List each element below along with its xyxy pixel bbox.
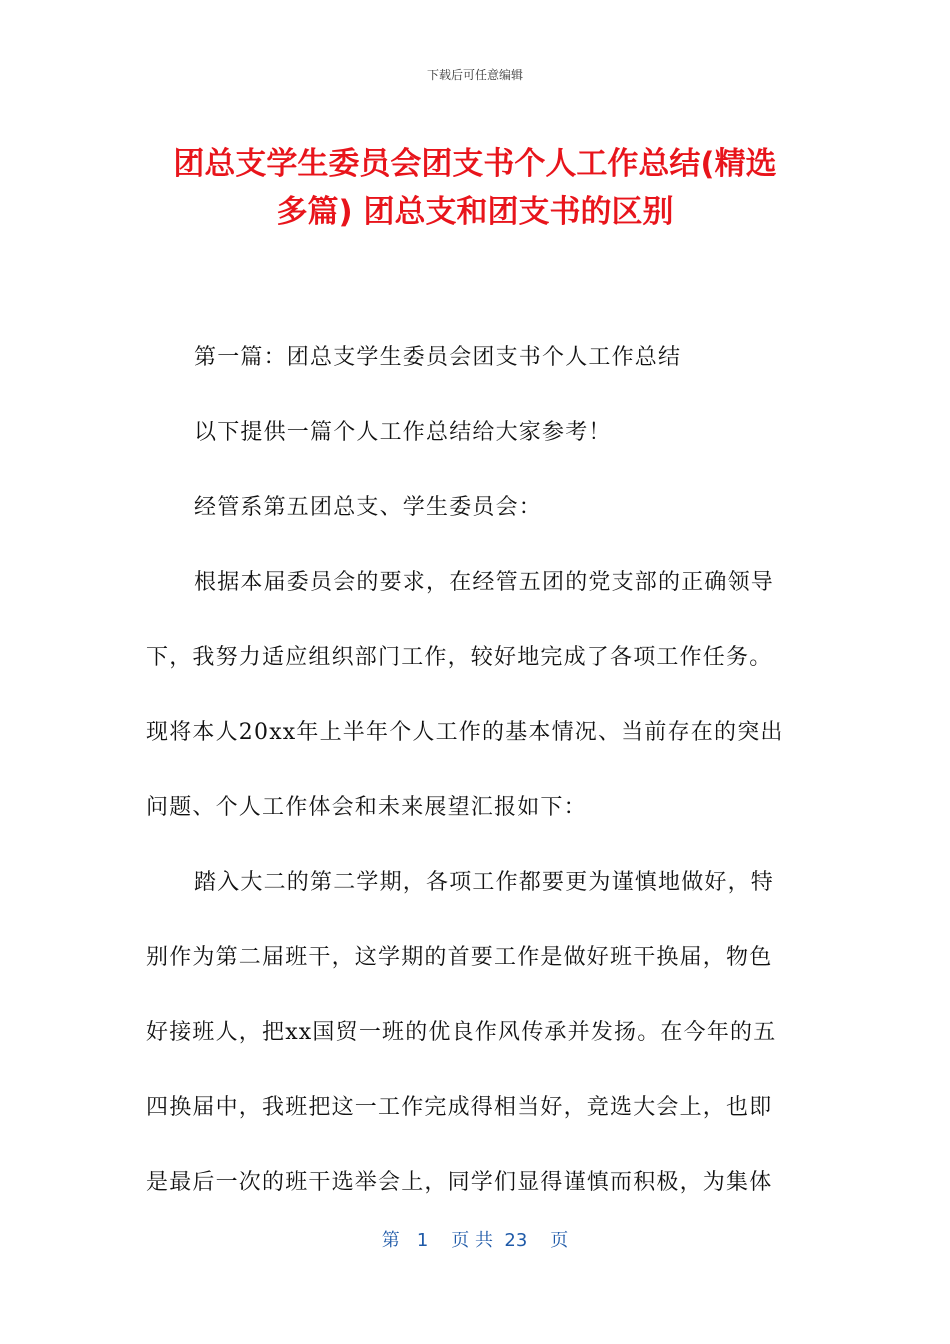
paragraph-line: 以下提供一篇个人工作总结给大家参考！	[194, 420, 612, 445]
paragraph-line: 根据本届委员会的要求，在经管五团的党支部的正确领导	[194, 570, 775, 595]
paragraph-line: 四换届中，我班把这一工作完成得相当好，竞选大会上，也即	[146, 1095, 773, 1120]
paragraph-line: 问题、个人工作体会和未来展望汇报如下：	[146, 795, 587, 820]
paragraph-line: 踏入大二的第二学期，各项工作都要更为谨慎地做好，特	[194, 870, 775, 895]
paragraph-line: 现将本人20xx年上半年个人工作的基本情况、当前存在的突出	[146, 720, 784, 745]
paragraph-line: 经管系第五团总支、学生委员会：	[194, 495, 543, 520]
page-number-footer: 第 1 页 共 23 页	[381, 1230, 569, 1251]
document-title	[120, 140, 830, 236]
paragraph-line: 是最后一次的班干选举会上，同学们显得谨慎而积极，为集体	[146, 1170, 773, 1195]
paragraph-line: 别作为第二届班干，这学期的首要工作是做好班干换届，物色	[146, 945, 773, 970]
title-line: 多篇) 团总支和团支书的区别	[276, 194, 674, 230]
paragraph-line: 好接班人，把xx国贸一班的优良作风传承并发扬。在今年的五	[146, 1020, 777, 1045]
section-heading: 第一篇：团总支学生委员会团支书个人工作总结	[194, 345, 682, 370]
title-line: 团总支学生委员会团支书个人工作总结(精选	[173, 146, 777, 182]
document-body	[146, 320, 806, 1220]
paragraph-line: 下，我努力适应组织部门工作，较好地完成了各项工作任务。	[146, 645, 773, 670]
header-note: 下载后可任意编辑	[426, 68, 523, 82]
